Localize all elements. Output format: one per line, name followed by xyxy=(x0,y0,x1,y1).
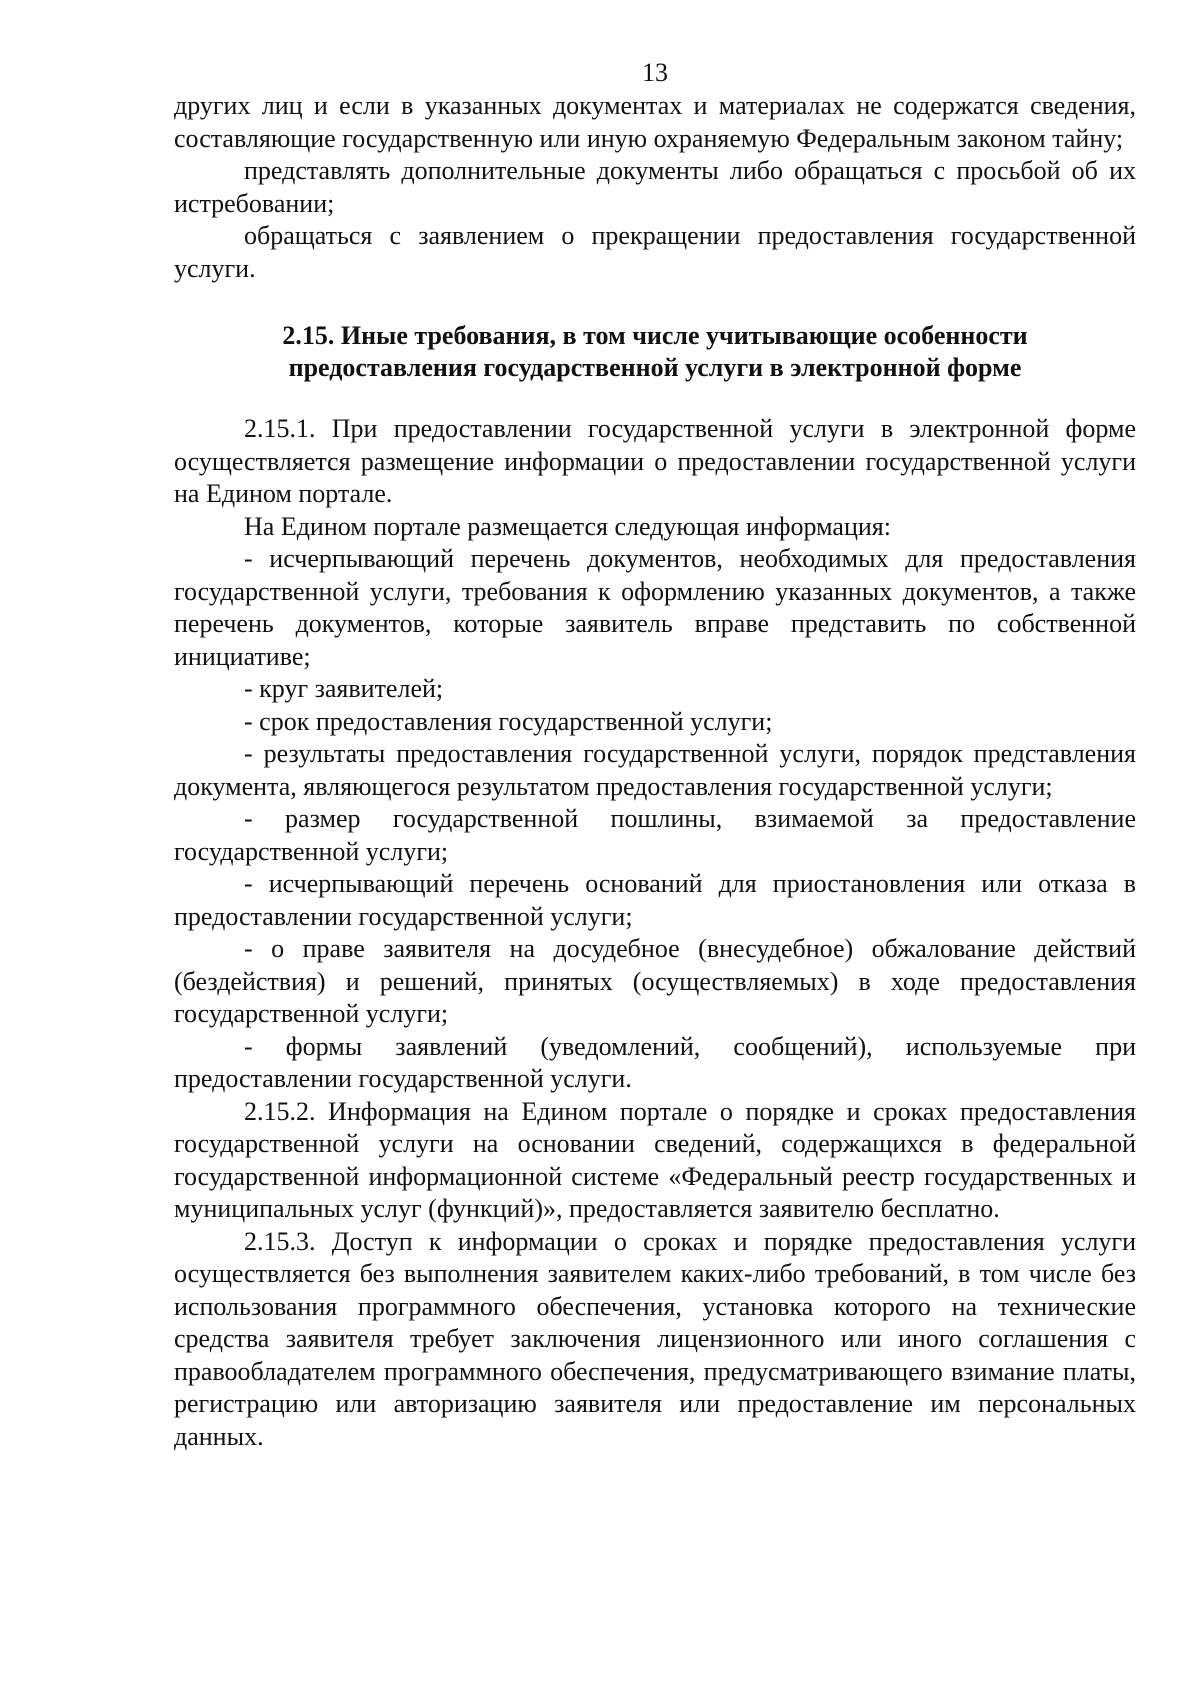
list-item-documents: - исчерпывающий перечень документов, необходимых для предоставления государственной услуги, требования к оформлению указанных документов, а также перечень документов, которые заявитель вправе представить по собственной инициативе; xyxy=(174,544,1136,671)
section-body xyxy=(174,413,1136,1453)
paragraph-2-15-1: 2.15.1. При предоставлении государственной услуги в электронной форме осуществляется размещение информации о предоставлении государственной услуги на Едином портале. xyxy=(174,414,1136,508)
paragraph-termination-request: обращаться с заявлением о прекращении предоставления государственной услуги. xyxy=(174,221,1136,283)
list-item-applicants: - круг заявителей; xyxy=(244,674,444,703)
paragraph-portal-info-intro: На Едином портале размещается следующая информация: xyxy=(244,511,891,541)
page-number: 13 xyxy=(642,58,668,87)
list-item-forms: - формы заявлений (уведомлений, сообщений), используемые при предоставлении государственной услуги. xyxy=(174,1031,1136,1093)
paragraph-2-15-3: 2.15.3. Доступ к информации о сроках и порядке предоставления услуги осуществляется без выполнения заявителем каких-либо требований, в том числе без использования программного обеспечения, установка которого на технические средства заявителя требует заключения лицензионного или иного соглашения с правообладателем программного обеспечения, предусматривающего взимание платы, регистрацию или авторизацию заявителя или предоставление им персональных данных. xyxy=(174,1226,1136,1451)
top-text-block xyxy=(174,90,1136,285)
paragraph-additional-documents: представлять дополнительные документы либо обращаться с просьбой об их истребовании; xyxy=(174,156,1136,218)
paragraph-2-15-2: 2.15.2. Информация на Едином портале о порядке и сроках предоставления государственной услуги на основании сведений, содержащихся в федеральной государственной информационной системе «Федеральный реестр государственных и муниципальных услуг (функций)», предоставляется заявителю бесплатно. xyxy=(174,1096,1136,1223)
list-item-results: - результаты предоставления государственной услуги, порядок представления документа, являющегося результатом предоставления государственной услуги; xyxy=(174,739,1136,801)
list-item-appeal-right: - о праве заявителя на досудебное (внесудебное) обжалование действий (бездействия) и решений, принятых (осуществляемых) в ходе предоставления государственной услуги; xyxy=(174,934,1136,1028)
list-item-term: - срок предоставления государственной услуги; xyxy=(244,706,773,736)
paragraph-continued: других лиц и если в указанных документах и материалах не содержатся сведения, составляющие государственную или иную охраняемую Федеральным законом тайну; xyxy=(174,91,1136,153)
section-heading-line-2: предоставления государственной услуги в электронной форме xyxy=(288,353,1022,382)
section-heading-2-15 xyxy=(174,320,1136,384)
list-item-refusal-grounds: - исчерпывающий перечень оснований для приостановления или отказа в предоставлении государственной услуги; xyxy=(174,869,1136,931)
document-page xyxy=(174,58,1136,1453)
list-item-fee: - размер государственной пошлины, взимаемой за предоставление государственной услуги; xyxy=(174,804,1136,866)
section-heading-line-1: 2.15. Иные требования, в том числе учитывающие особенности xyxy=(282,321,1028,350)
